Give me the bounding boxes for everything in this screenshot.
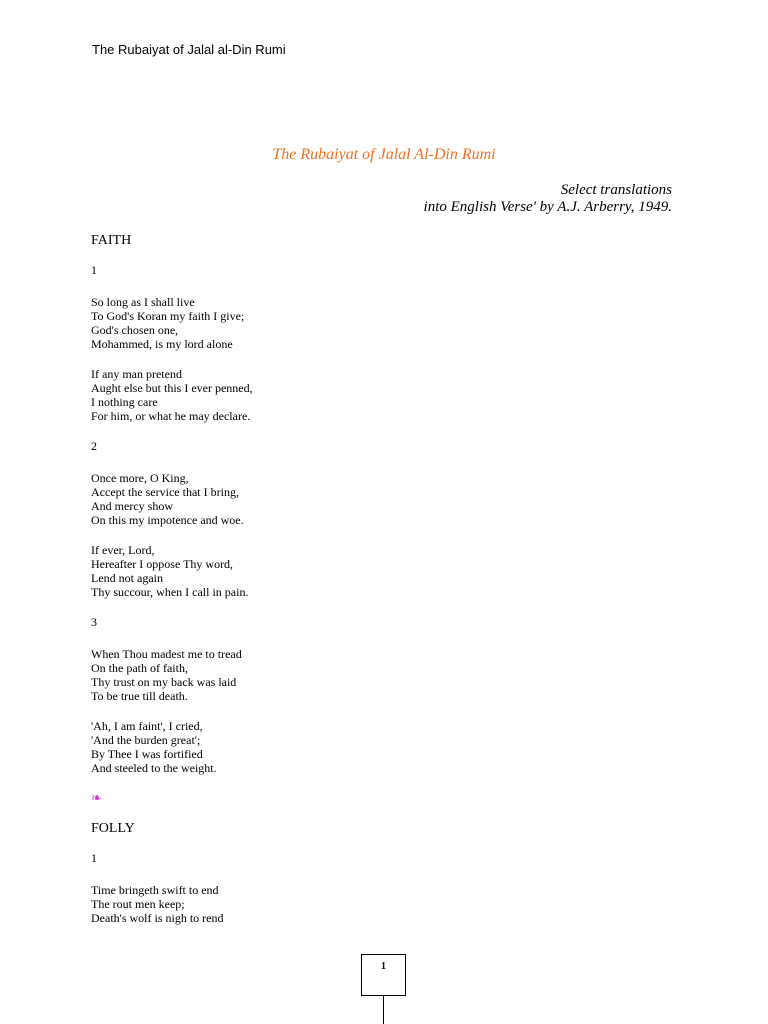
- page-number-box: [361, 954, 406, 996]
- verse-line: Aught else but this I ever penned,: [91, 381, 253, 395]
- verse-line: 'Ah, I am faint', I cried,: [91, 719, 203, 733]
- verse-line: On this my impotence and woe.: [91, 513, 244, 527]
- verse-line: On the path of faith,: [91, 661, 188, 675]
- verse-line: For him, or what he may declare.: [91, 409, 251, 423]
- stanza: [91, 471, 591, 527]
- verse-line: Thy trust on my back was laid: [91, 675, 237, 689]
- stanza: [91, 647, 591, 703]
- poem-number: 3: [91, 615, 97, 629]
- page-number: 1: [381, 961, 386, 972]
- verse-line: Lend not again: [91, 571, 163, 585]
- verse-line: God's chosen one,: [91, 323, 179, 337]
- verse-line: Time bringeth swift to end: [91, 883, 219, 897]
- verse-line: Accept the service that I bring,: [91, 485, 239, 499]
- verse-line: To God's Koran my faith I give;: [91, 309, 245, 323]
- subtitle-line-1: Select translations: [560, 182, 672, 198]
- stanza: [91, 543, 591, 599]
- poem-number: 1: [91, 851, 97, 865]
- running-header: The Rubaiyat of Jalal al-Din Rumi: [92, 42, 286, 57]
- verse-line: 'And the burden great';: [91, 733, 201, 747]
- stanza: [91, 719, 591, 775]
- verse-line: I nothing care: [91, 395, 158, 409]
- section-heading: FOLLY: [91, 821, 135, 836]
- verse-line: If any man pretend: [91, 367, 182, 381]
- verse-line: Death's wolf is nigh to rend: [91, 911, 224, 925]
- poem-number: 2: [91, 439, 97, 453]
- document-title: The Rubaiyat of Jalal Al-Din Rumi: [272, 146, 496, 163]
- poem-number: 1: [91, 263, 97, 277]
- stanza: [91, 883, 591, 925]
- verse-line: And mercy show: [91, 499, 173, 513]
- subtitle: [424, 182, 672, 216]
- stanza: [91, 367, 591, 423]
- verse-line: If ever, Lord,: [91, 543, 155, 557]
- verse-line: So long as I shall live: [91, 295, 195, 309]
- verse-line: When Thou madest me to tread: [91, 647, 242, 661]
- verse-line: Thy succour, when I call in pain.: [91, 585, 249, 599]
- verse-line: And steeled to the weight.: [91, 761, 217, 775]
- verse-line: To be true till death.: [91, 689, 188, 703]
- page-number-connector: [383, 996, 384, 1024]
- poem-content: [91, 233, 591, 941]
- fleuron-icon: ❧: [91, 790, 102, 805]
- verse-line: Hereafter I oppose Thy word,: [91, 557, 234, 571]
- subtitle-line-2: into English Verse' by A.J. Arberry, 1949.: [423, 199, 672, 215]
- stanza: [91, 295, 591, 351]
- verse-line: By Thee I was fortified: [91, 747, 203, 761]
- section-heading: FAITH: [91, 233, 132, 248]
- verse-line: Once more, O King,: [91, 471, 189, 485]
- verse-line: Mohammed, is my lord alone: [91, 337, 233, 351]
- verse-line: The rout men keep;: [91, 897, 185, 911]
